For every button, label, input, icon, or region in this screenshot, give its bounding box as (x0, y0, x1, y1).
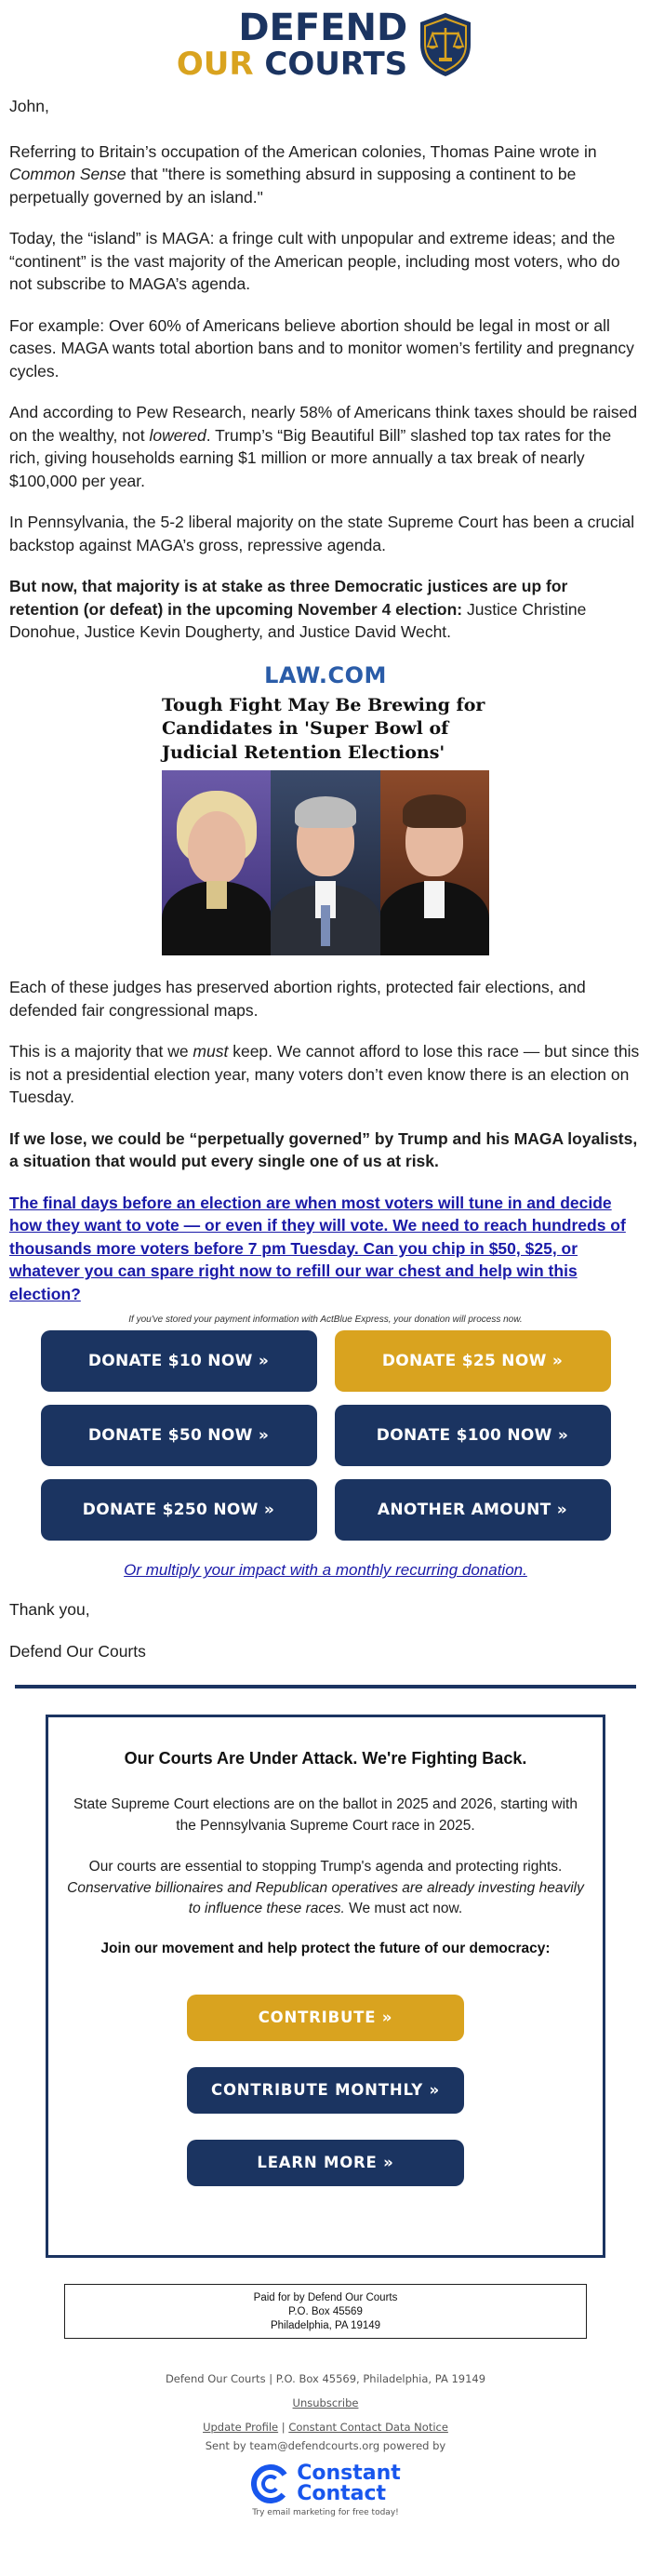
justices-photos (162, 770, 489, 955)
learn-more-button[interactable]: LEARN MORE » (187, 2140, 464, 2186)
constant-contact-logo[interactable]: Constant Contact (0, 2463, 651, 2504)
section-divider (15, 1685, 636, 1688)
defend-our-courts-logo[interactable] (0, 0, 651, 89)
donate-appeal-link[interactable]: The final days before an election are when most voters will tune in and decide how they want to vote — or even if they will vote. We need to reach hundreds of thousands more voters before 7 pm Tuesday. Can you chip in $50, $25, or whatever you can spare right now to refill our war chest and help win this election? (9, 1193, 626, 1303)
donate-25-button[interactable]: DONATE $25 NOW » (335, 1330, 611, 1392)
shield-scales-icon (417, 11, 474, 78)
paragraph-pennsylvania: In Pennsylvania, the 5-2 liberal majority on the state Supreme Court has been a crucial backstop against MAGA’s gross, repressive agenda. (9, 513, 635, 554)
paid-for-disclaimer: Paid for by Defend Our Courts P.O. Box 45569 Philadelphia, PA 19149 (64, 2284, 587, 2339)
signoff (0, 1598, 651, 1662)
paragraph-retention: But now, that majority is at stake as three Democratic justices are up for retention (or defeat) in the upcoming November 4 election: Justice Christine Donohue, Justice Kevin Dougherty, and Justice David Wecht. (9, 577, 587, 641)
attack-box-paragraph-essential: Our courts are essential to stopping Trump's agenda and protecting rights. Conservative billionaires and Republican operatives are already investing heavily to influence these races. We must act now. (67, 1859, 584, 1917)
donate-another-amount-button[interactable]: ANOTHER AMOUNT » (335, 1479, 611, 1541)
unsubscribe-link[interactable]: Unsubscribe (292, 2396, 359, 2410)
paragraph-if-we-lose: If we lose, we could be “perpetually governed” by Trump and his MAGA loyalists, a situation that would put every single one of us at risk. (9, 1128, 638, 1171)
paragraph-abortion: For example: Over 60% of Americans believe abortion should be legal in most or all cases. MAGA wants total abortion bans and to monitor women’s fertility and pregnancy cycles. (9, 315, 634, 380)
logo-courts: COURTS (264, 46, 408, 83)
article-headline: Tough Fight May Be Brewing for Candidates in 'Super Bowl of Judicial Retention Elections' (162, 694, 485, 763)
letter-body-continued (0, 976, 651, 1305)
sent-by: Sent by team@defendcourts.org powered by (205, 2439, 446, 2453)
data-notice-link[interactable]: Constant Contact Data Notice (288, 2421, 448, 2435)
signoff-org: Defend Our Courts (9, 1641, 146, 1661)
article-image[interactable] (162, 662, 489, 956)
email-footer: Defend Our Courts | P.O. Box 45569, Philadelphia, PA 19149 Unsubscribe Update Profile | Constant Contact Data Notice Sent by team@defendcourts.org powered by Constant Contact Try email marketing for free today! (0, 2372, 651, 2517)
paragraph-judges-record: Each of these judges has preserved abortion rights, protected fair elections, and defended fair congressional maps. (9, 978, 586, 1020)
contribute-monthly-button[interactable]: CONTRIBUTE MONTHLY » (187, 2067, 464, 2114)
signoff-thanks: Thank you, (9, 1600, 90, 1620)
logo-line1: DEFEND (238, 7, 408, 49)
justice-photo-donohue (162, 770, 271, 955)
courts-under-attack-box (46, 1715, 605, 2258)
monthly-donation-link-wrapper (0, 1561, 651, 1580)
attack-box-join: Join our movement and help protect the future of our democracy: (100, 1940, 551, 1956)
article-source: LAW.COM (264, 661, 387, 688)
attack-box-paragraph-elections: State Supreme Court elections are on the ballot in 2025 and 2026, starting with the Pennsylvania Supreme Court race in 2025. (73, 1796, 578, 1834)
constant-contact-icon (250, 2463, 291, 2504)
actblue-express-note: If you've stored your payment information with ActBlue Express, your donation will process now. (128, 1315, 523, 1326)
justice-photo-wecht (380, 770, 489, 955)
donate-100-button[interactable]: DONATE $100 NOW » (335, 1405, 611, 1466)
paragraph-donate-appeal (9, 1192, 642, 1306)
donate-10-button[interactable]: DONATE $10 NOW » (41, 1330, 317, 1392)
paragraph-paine: Referring to Britain’s occupation of the American colonies, Thomas Paine wrote in Common Sense that "there is something absurd in supposing a continent to be perpetually governed by an island." (9, 141, 597, 207)
donate-50-button[interactable]: DONATE $50 NOW » (41, 1405, 317, 1466)
logo-our: OUR (176, 46, 254, 83)
contribute-button[interactable]: CONTRIBUTE » (187, 1995, 464, 2041)
donate-250-button[interactable]: DONATE $250 NOW » (41, 1479, 317, 1541)
attack-box-title: Our Courts Are Under Attack. We're Fighting Back. (124, 1749, 527, 1768)
letter-body (0, 95, 651, 644)
update-profile-link[interactable]: Update Profile (203, 2421, 279, 2435)
paragraph-island: Today, the “island” is MAGA: a fringe cult with unpopular and extreme ideas; and the “continent” is the vast majority of the American people, including most voters, who do not subscribe to MAGA’s agenda. (9, 229, 620, 293)
paragraph-taxes: And according to Pew Research, nearly 58% of Americans think taxes should be raised on the wealthy, not lowered. Trump’s “Big Beautiful Bill” slashed top tax rates for the rich, giving households earning $1 million or more annually a tax break of nearly $100,000 per year. (9, 403, 638, 490)
constant-contact-tagline: Try email marketing for free today! (252, 2508, 399, 2518)
greeting: John, (9, 97, 49, 115)
monthly-donation-link[interactable]: Or multiply your impact with a monthly recurring donation. (124, 1561, 527, 1580)
paragraph-majority: This is a majority that we must keep. We cannot afford to lose this race — but since this is not a presidential election year, many voters don’t even know there is an election on Tuesday. (9, 1042, 640, 1107)
justice-photo-dougherty (271, 770, 379, 955)
donate-buttons (0, 1330, 651, 1541)
footer-address: Defend Our Courts | P.O. Box 45569, Philadelphia, PA 19149 (165, 2372, 486, 2386)
